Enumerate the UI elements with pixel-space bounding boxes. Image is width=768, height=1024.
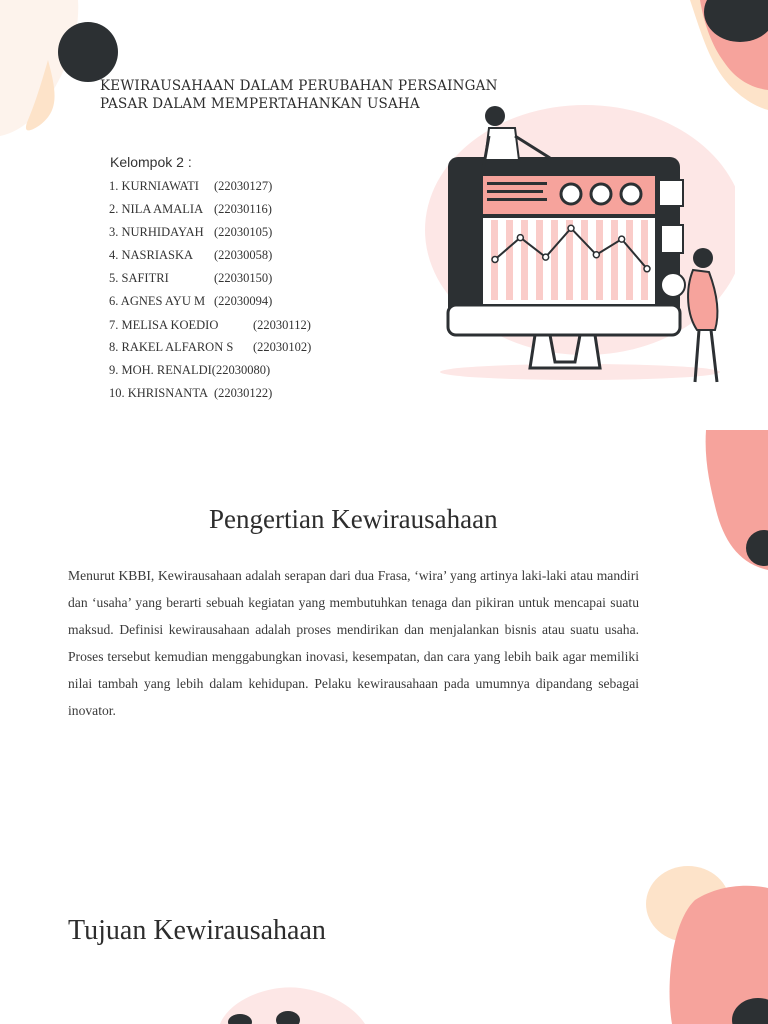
member-row <box>109 363 270 378</box>
right-middle-blob-decoration <box>700 430 768 570</box>
top-left-blob-decoration <box>0 0 130 140</box>
member-row <box>109 248 273 263</box>
member-name: 9. MOH. RENALDI <box>109 363 212 377</box>
member-id: (22030080) <box>211 363 271 377</box>
member-name: 10. KHRISNANTA <box>109 386 208 400</box>
section-heading-tujuan: Tujuan Kewirausahaan <box>68 915 326 946</box>
analytics-dashboard-illustration <box>415 100 735 390</box>
chart-stripe <box>626 220 633 300</box>
bottom-right-blob-decoration <box>640 860 768 1024</box>
member-id: (22030116) <box>214 202 272 216</box>
member-name: 6. AGNES AYU M <box>109 294 206 308</box>
member-id: (22030112) <box>253 318 311 332</box>
chart-point <box>644 266 650 272</box>
member-name: 5. SAFITRI <box>109 271 169 285</box>
member-id: (22030102) <box>253 340 312 354</box>
member-id: (22030094) <box>214 294 273 308</box>
chart-stripe <box>521 220 528 300</box>
chart-stripe <box>536 220 543 300</box>
member-name: 8. RAKEL ALFARON S <box>109 340 234 354</box>
chart-point <box>568 225 574 231</box>
member-name: 1. KURNIAWATI <box>109 179 199 193</box>
section-body-pengertian: Menurut KBBI, Kewirausahaan adalah serapan dari dua Frasa, ‘wira’ yang artinya laki-laki atau mandiri dan ‘usaha’ yang berarti sebuah kegiatan yang membutuhkan tenaga dan pikiran untuk mencapai suatu maksud. Definisi kewirausahaan adalah proses mendirikan dan menjalankan bisnis atau suatu usaha. Proses tersebut kemudian menggabungkan inovasi, kesempatan, dan cara yang lebih baik agar memiliki nilai tambah yang lebih dalam kehidupan. Pelaku kewirausahaan pada umumnya dipandang sebagai inovator. <box>68 568 639 718</box>
chart-stripe <box>506 220 513 300</box>
member-name: 4. NASRIASKA <box>109 248 194 262</box>
member-name: 3. NURHIDAYAH <box>109 225 204 239</box>
member-row <box>109 318 311 333</box>
member-id: (22030105) <box>214 225 273 239</box>
member-id: (22030127) <box>214 179 273 193</box>
member-id: (22030058) <box>214 248 273 262</box>
member-name: 2. NILA AMALIA <box>109 202 204 216</box>
chart-stripe <box>551 220 558 300</box>
member-row <box>109 202 272 217</box>
member-row <box>109 271 273 286</box>
member-row <box>109 340 312 355</box>
member-id: (22030122) <box>214 386 273 400</box>
chart-stripe <box>596 220 603 300</box>
chart-stripe <box>581 220 588 300</box>
chart-point <box>619 236 625 242</box>
chart-stripe <box>611 220 618 300</box>
member-row <box>109 386 273 401</box>
member-row <box>109 179 273 194</box>
chart-stripe <box>641 220 648 300</box>
member-row <box>109 294 273 309</box>
member-row <box>109 225 273 240</box>
chart-point <box>543 254 549 260</box>
member-name: 7. MELISA KOEDIO <box>109 318 219 332</box>
document-title-line-2: PASAR DALAM MEMPERTAHANKAN USAHA <box>100 96 420 112</box>
document-title-line-1: KEWIRAUSAHAAN DALAM PERUBAHAN PERSAINGAN <box>100 78 498 94</box>
bottom-center-blob-decoration <box>210 984 370 1024</box>
chart-point <box>593 252 599 258</box>
chart-point <box>492 256 498 262</box>
member-id: (22030150) <box>214 271 273 285</box>
group-label: Kelompok 2 : <box>110 154 192 170</box>
section-heading-pengertian: Pengertian Kewirausahaan <box>209 504 498 534</box>
top-right-blob-decoration <box>640 0 768 110</box>
chart-point <box>517 235 523 241</box>
